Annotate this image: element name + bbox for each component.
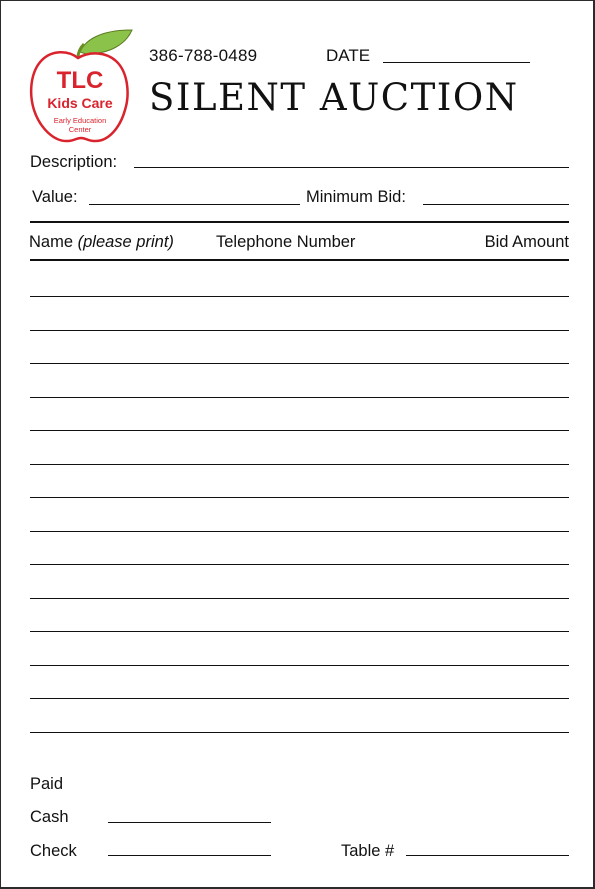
paid-label: Paid — [30, 775, 64, 793]
column-name-note: (please print) — [77, 233, 174, 251]
column-header-bid-amount: Bid Amount — [484, 233, 569, 251]
check-field[interactable] — [108, 855, 271, 856]
bid-entry-row[interactable] — [30, 497, 569, 498]
logo-kids-care-text: Kids Care — [47, 95, 113, 111]
logo-center-text: Center — [68, 125, 92, 134]
bid-entry-row[interactable] — [30, 598, 569, 599]
bid-entry-row[interactable] — [30, 631, 569, 632]
minimum-bid-label: Minimum Bid: — [306, 188, 406, 206]
bid-entry-row[interactable] — [30, 531, 569, 532]
bid-entry-row[interactable] — [30, 296, 569, 297]
cash-label: Cash — [30, 808, 69, 826]
logo-early-education-text: Early Education — [53, 116, 107, 125]
value-label: Value: — [32, 188, 78, 206]
table-number-field[interactable] — [406, 855, 569, 856]
bid-entry-row[interactable] — [30, 363, 569, 364]
bid-entry-row[interactable] — [30, 330, 569, 331]
bid-entry-row[interactable] — [30, 430, 569, 431]
page-title: SILENT AUCTION — [149, 76, 519, 119]
column-name-label: Name — [29, 233, 74, 251]
description-label: Description: — [30, 153, 118, 171]
bid-entry-row[interactable] — [30, 732, 569, 733]
table-header-rule — [30, 259, 569, 261]
date-label: DATE — [326, 46, 371, 65]
logo-tlc-text: TLC — [56, 67, 104, 94]
bid-entry-row[interactable] — [30, 464, 569, 465]
bid-entry-row[interactable] — [30, 665, 569, 666]
tlc-apple-logo — [28, 28, 134, 144]
column-header-name — [29, 233, 174, 252]
check-label: Check — [30, 842, 77, 860]
bid-entry-row[interactable] — [30, 564, 569, 565]
value-field[interactable] — [89, 204, 300, 205]
column-header-telephone: Telephone Number — [216, 233, 356, 251]
table-top-rule — [30, 221, 569, 223]
description-field[interactable] — [134, 167, 569, 168]
minimum-bid-field[interactable] — [423, 204, 569, 205]
bid-entry-row[interactable] — [30, 397, 569, 398]
cash-field[interactable] — [108, 822, 271, 823]
phone-number: 386-788-0489 — [149, 46, 258, 65]
table-number-label: Table # — [341, 842, 395, 860]
bid-entry-row[interactable] — [30, 698, 569, 699]
leaf-icon — [80, 30, 132, 54]
date-field[interactable] — [383, 62, 530, 63]
